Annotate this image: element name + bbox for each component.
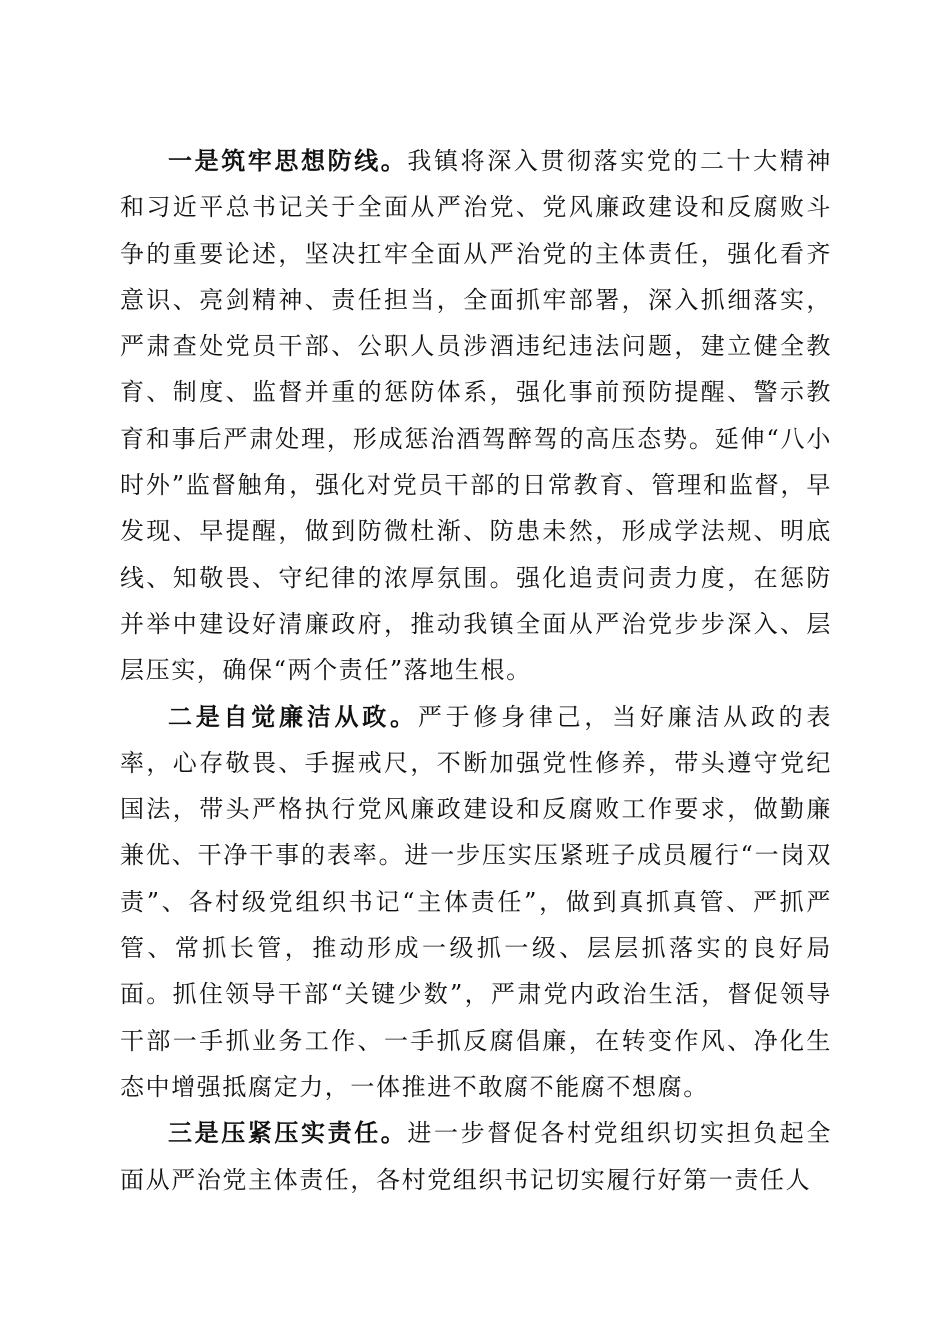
paragraph-3-lead: 三是压紧压实责任。 — [168, 1119, 408, 1148]
paragraph-1-lead: 一是筑牢思想防线。 — [168, 147, 408, 175]
paragraph-2-lead: 二是自觉廉洁从政。 — [168, 702, 418, 731]
paragraph-2-body: 严于修身律己，当好廉洁从政的表率，心存敬畏、手握戒尺，不断加强党性修养，带头遵守党纪国法，带头严格执行党风廉政建设和反腐败工作要求，做勤廉兼优、干净干事的表率。进一步压实压紧班子成员履行“一岗双责”、各村级党组织书记“主体责任”，做到真抓真管、严抓严管、常抓长管，推动形成一级抓一级、层层抓落实的良好局面。抓住领导干部“关键少数”，严肃党内政治生活，督促领导干部一手抓业务工作、一手抓反腐倡廉，在转变作风、净化生态中增强抵腐定力，一体推进不敢腐不能腐不想腐。 — [120, 702, 832, 1101]
paragraph-2 — [120, 694, 832, 1111]
paragraph-3-body: 进一步督促各村党组织切实担负起全面从严治党主体责任，各村党组织书记切实履行好第一责任人 — [120, 1119, 832, 1194]
document-body — [120, 138, 832, 1203]
paragraph-1 — [120, 138, 832, 694]
paragraph-1-body: 我镇将深入贯彻落实党的二十大精神和习近平总书记关于全面从严治党、党风廉政建设和反腐败斗争的重要论述，坚决扛牢全面从严治党的主体责任，强化看齐意识、亮剑精神、责任担当，全面抓牢部署，深入抓细落实，严肃查处党员干部、公职人员涉酒违纪违法问题，建立健全教育、制度、监督并重的惩防体系，强化事前预防提醒、警示教育和事后严肃处理，形成惩治酒驾醉驾的高压态势。延伸“八小时外”监督触角，强化对党员干部的日常教育、管理和监督，早发现、早提醒，做到防微杜渐、防患未然，形成学法规、明底线、知敬畏、守纪律的浓厚氛围。强化追责问责力度，在惩防并举中建设好清廉政府，推动我镇全面从严治党步步深入、层层压实，确保“两个责任”落地生根。 — [120, 147, 832, 685]
paragraph-3 — [120, 1110, 832, 1203]
